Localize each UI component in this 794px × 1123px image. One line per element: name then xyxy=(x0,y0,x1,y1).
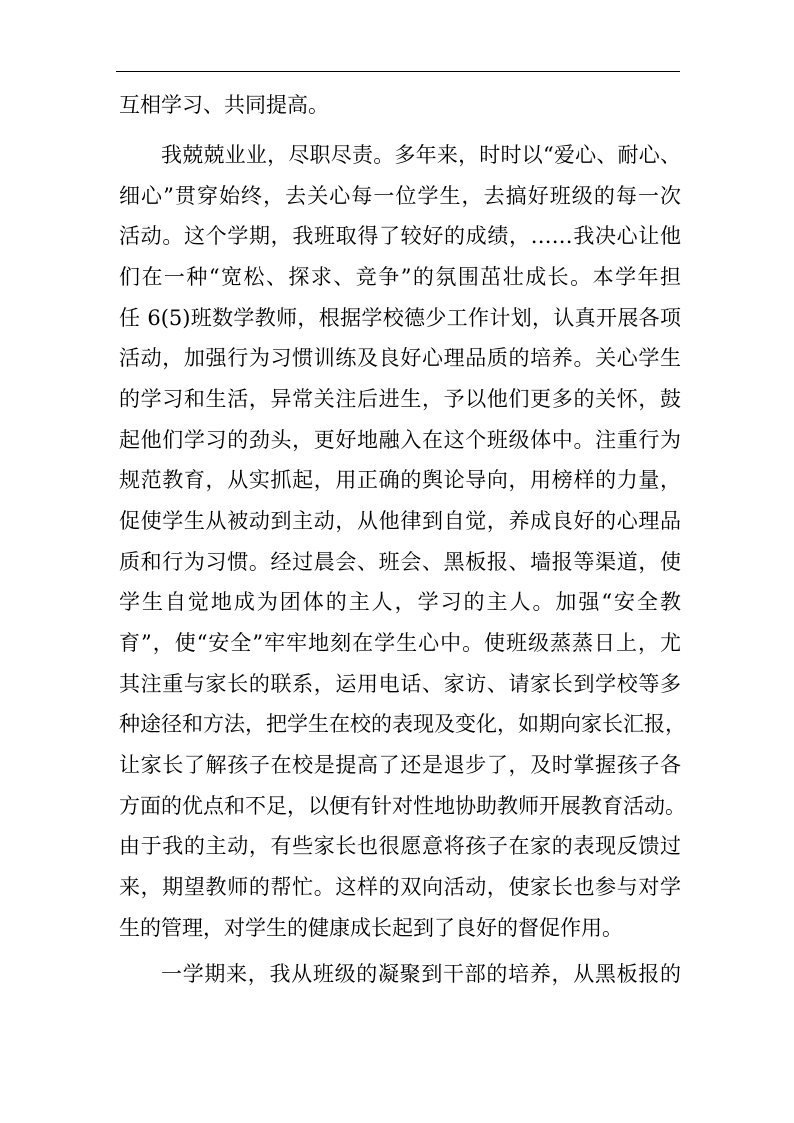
text-line-9: 起他们学习的劲头，更好地融入在这个班级体中。注重行为 xyxy=(119,428,681,452)
text-line-22: 一学期来，我从班级的凝聚到干部的培养，从黑板报的 xyxy=(161,962,681,986)
text-line-2: 我兢兢业业，尽职尽责。多年来，时时以“爱心、耐心、 xyxy=(161,143,681,167)
text-line-13: 学生自觉地成为团体的主人，学习的主人。加强“安全教 xyxy=(119,590,681,614)
text-line-6: 任 6(5)班数学教师，根据学校德少工作计划，认真开展各项 xyxy=(119,306,681,330)
text-line-20: 来，期望教师的帮忙。这样的双向活动，使家长也参与对学 xyxy=(119,875,681,899)
text-line-14: 育”，使“安全”牢牢地刻在学生心中。使班级蒸蒸日上，尤 xyxy=(119,631,681,655)
text-line-18: 方面的优点和不足，以便有针对性地协助教师开展教育活动。 xyxy=(119,794,686,818)
text-line-15: 其注重与家长的联系，运用电话、家访、请家长到学校等多 xyxy=(119,672,681,696)
text-line-12: 质和行为习惯。经过晨会、班会、黑板报、墙报等渠道，使 xyxy=(119,550,681,574)
text-line-4: 活动。这个学期，我班取得了较好的成绩，……我决心让他 xyxy=(119,224,681,248)
text-line-8: 的学习和生活，异常关注后进生，予以他们更多的关怀，鼓 xyxy=(119,387,681,411)
text-line-19: 由于我的主动，有些家长也很愿意将孩子在家的表现反馈过 xyxy=(119,834,681,858)
text-line-11: 促使学生从被动到主动，从他律到自觉，养成良好的心理品 xyxy=(119,509,681,533)
text-line-10: 规范教育，从实抓起，用正确的舆论导向，用榜样的力量， xyxy=(119,468,681,492)
text-line-1: 互相学习、共同提高。 xyxy=(119,93,329,117)
text-line-5: 们在一种“宽松、探求、竞争”的氛围茁壮成长。本学年担 xyxy=(119,265,681,289)
text-line-3: 细心”贯穿始终，去关心每一位学生，去搞好班级的每一次 xyxy=(119,184,681,208)
header-rule xyxy=(116,71,680,72)
text-line-21: 生的管理，对学生的健康成长起到了良好的督促作用。 xyxy=(119,916,623,940)
text-line-7: 活动，加强行为习惯训练及良好心理品质的培养。关心学生 xyxy=(119,346,681,370)
text-line-16: 种途径和方法，把学生在校的表现及变化，如期向家长汇报， xyxy=(119,712,686,736)
text-line-17: 让家长了解孩子在校是提高了还是退步了，及时掌握孩子各 xyxy=(119,753,681,777)
